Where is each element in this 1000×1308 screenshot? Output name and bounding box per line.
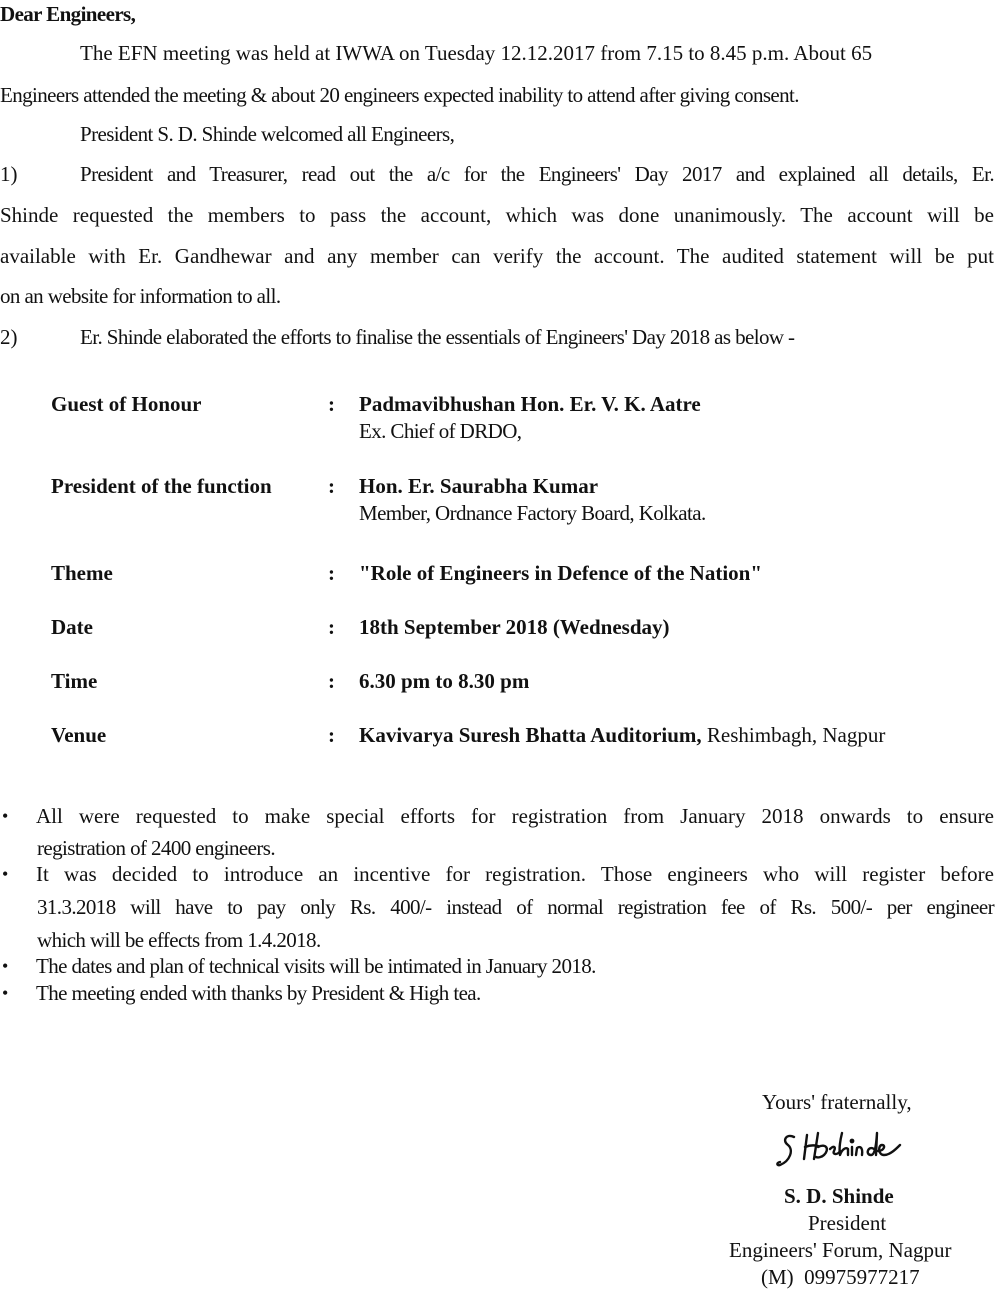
valediction: Yours' fraternally,: [762, 1090, 912, 1114]
detail-separator: :: [328, 615, 335, 639]
bullet-icon: •: [2, 956, 9, 976]
signatory-name: S. D. Shinde: [784, 1184, 894, 1208]
detail-separator: :: [328, 474, 335, 498]
bullet-icon: •: [2, 806, 9, 826]
handwritten-signature-icon: [774, 1125, 944, 1175]
item-1-line-4: on an website for information to all.: [0, 284, 281, 308]
detail-label: President of the function: [51, 474, 272, 498]
intro-line-1: The EFN meeting was held at IWWA on Tuesday 12.12.2017 from 7.15 to 8.45 p.m. About 65: [80, 41, 873, 65]
intro-line-2: Engineers attended the meeting & about 20 engineers expected inability to attend after giving consent.: [0, 83, 799, 107]
detail-subvalue: Member, Ordnance Factory Board, Kolkata.: [359, 501, 706, 525]
detail-separator: :: [328, 669, 335, 693]
detail-value: 6.30 pm to 8.30 pm: [359, 669, 530, 693]
item-number: 1): [0, 162, 18, 186]
detail-separator: :: [328, 561, 335, 585]
bullet-line: which will be effects from 1.4.2018.: [37, 928, 321, 952]
detail-value: Hon. Er. Saurabha Kumar: [359, 474, 599, 498]
detail-label: Guest of Honour: [51, 392, 202, 416]
signatory-title: President: [808, 1211, 887, 1235]
bullet-line: registration of 2400 engineers.: [37, 836, 275, 860]
bullet-icon: •: [2, 864, 9, 884]
item-2-line-1: Er. Shinde elaborated the efforts to finalise the essentials of Engineers' Day 2018 as below -: [80, 325, 795, 349]
detail-label: Theme: [51, 561, 113, 585]
venue-name: Kavivarya Suresh Bhatta Auditorium,: [359, 723, 702, 747]
signature-image: [774, 1125, 944, 1175]
venue-location: Reshimbagh, Nagpur: [701, 723, 886, 747]
detail-label: Date: [51, 615, 93, 639]
bullet-line: 31.3.2018 will have to pay only Rs. 400/- instead of normal registration fee of Rs. 500/- per engineer: [37, 895, 994, 919]
item-1-line-3: available with Er. Gandhewar and any member can verify the account. The audited statement will be put: [0, 244, 994, 268]
bullet-line: The dates and plan of technical visits will be intimated in January 2018.: [36, 954, 596, 978]
item-1-line-1: President and Treasurer, read out the a/c for the Engineers' Day 2017 and explained all details, Er.: [80, 162, 994, 186]
item-number: 2): [0, 325, 18, 349]
bullet-line: All were requested to make special efforts for registration from January 2018 onwards to ensure: [36, 804, 994, 828]
detail-separator: :: [328, 723, 335, 747]
signatory-organization: Engineers' Forum, Nagpur: [729, 1238, 952, 1262]
signatory-phone: (M) 09975977217: [761, 1265, 920, 1289]
detail-value: "Role of Engineers in Defence of the Nation": [359, 561, 763, 585]
detail-value: Padmavibhushan Hon. Er. V. K. Aatre: [359, 392, 701, 416]
bullet-line: The meeting ended with thanks by President & High tea.: [36, 981, 481, 1005]
welcome-line: President S. D. Shinde welcomed all Engineers,: [80, 122, 455, 146]
item-1-line-2: Shinde requested the members to pass the account, which was done unanimously. The account will be: [0, 203, 994, 227]
detail-label: Venue: [51, 723, 107, 747]
salutation: Dear Engineers,: [0, 2, 136, 26]
detail-separator: :: [328, 392, 335, 416]
bullet-icon: •: [2, 983, 9, 1003]
detail-value: [359, 723, 885, 748]
detail-value: 18th September 2018 (Wednesday): [359, 615, 670, 639]
bullet-line: It was decided to introduce an incentive for registration. Those engineers who will register before: [36, 862, 994, 886]
detail-subvalue: Ex. Chief of DRDO,: [359, 419, 522, 443]
detail-label: Time: [51, 669, 98, 693]
